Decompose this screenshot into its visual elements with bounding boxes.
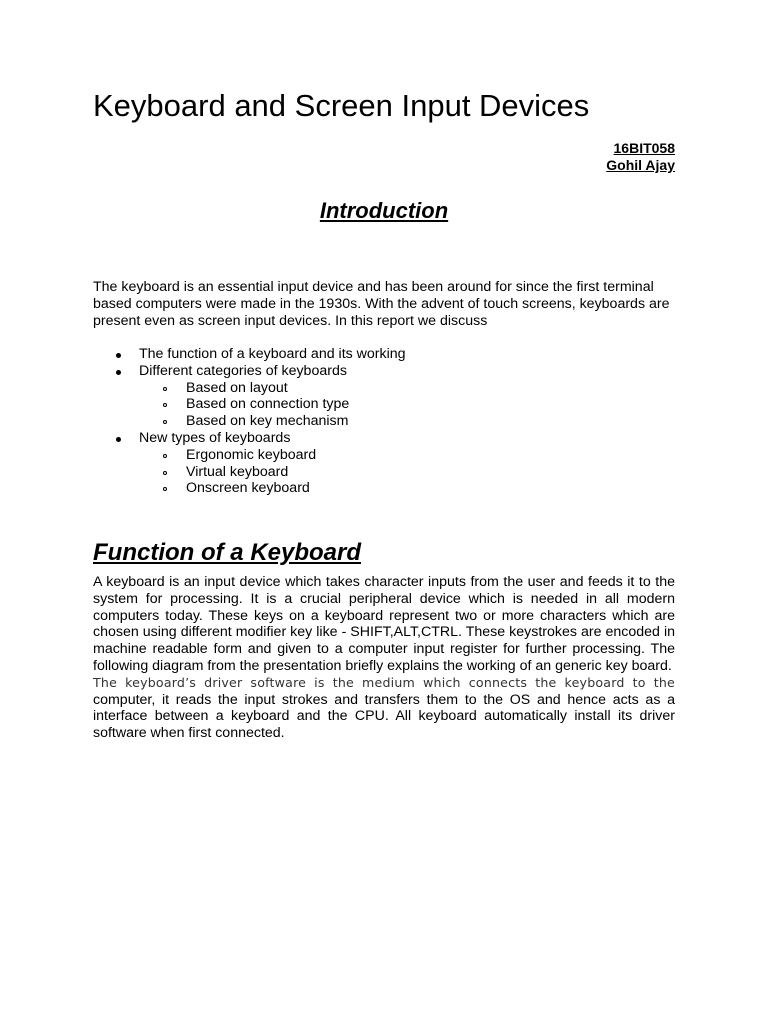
bullet-icon: [116, 353, 121, 358]
list-item-text: Different categories of keyboards: [139, 362, 347, 379]
list-item: [93, 430, 675, 447]
driver-paragraph-lead: The keyboard’s driver software is the medium which connects the keyboard to the: [93, 674, 675, 690]
sub-list-item-text: Onscreen keyboard: [186, 480, 310, 497]
sub-list-item-text: Based on key mechanism: [186, 413, 349, 430]
sub-list-item: [93, 413, 675, 430]
hollow-bullet-icon: [163, 487, 167, 491]
sub-list-item: [93, 480, 675, 497]
sub-list-item: [93, 396, 675, 413]
function-body: [93, 574, 675, 742]
sub-list-item-text: Ergonomic keyboard: [186, 446, 317, 463]
hollow-bullet-icon: [163, 454, 167, 458]
list-item: [93, 363, 675, 380]
document-title: Keyboard and Screen Input Devices: [93, 88, 590, 123]
hollow-bullet-icon: [163, 420, 167, 424]
function-heading: Function of a Keyboard: [93, 539, 362, 566]
hollow-bullet-icon: [163, 403, 167, 407]
list-item: [93, 346, 675, 363]
sub-list-item: [93, 380, 675, 397]
sub-list-item-text: Based on layout: [186, 379, 288, 396]
hollow-bullet-icon: [163, 387, 167, 391]
bullet-icon: [116, 437, 121, 442]
list-item-text: New types of keyboards: [139, 429, 291, 446]
author-name: Gohil Ajay: [606, 157, 675, 173]
sub-list-item-text: Virtual keyboard: [186, 463, 289, 480]
driver-paragraph-rest: computer, it reads the input strokes and transfers them to the OS and hence acts as a interface between a keyboard and the CPU. All keyboard automatically install its driver software when first connected.: [93, 691, 675, 742]
sub-list-item-text: Based on connection type: [186, 396, 350, 413]
introduction-paragraph: The keyboard is an essential input device and has been around for since the first terminal based computers were made in the 1930s. With the advent of touch screens, keyboards are present even as screen input devices. In this report we discuss: [93, 279, 670, 329]
bullet-icon: [116, 370, 121, 375]
list-item-text: The function of a keyboard and its working: [139, 346, 406, 362]
sub-list-item: [93, 464, 675, 481]
driver-paragraph: [93, 675, 675, 742]
introduction-heading: Introduction: [319, 198, 449, 223]
hollow-bullet-icon: [163, 471, 167, 475]
function-paragraph: A keyboard is an input device which takes character inputs from the user and feeds it to the system for processing. It is a crucial peripheral device which is needed in all modern computers today. These keys on a keyboard represent two or more characters which are chosen using different modifier key like - SHIFT,ALT,CTRL. These keystrokes are encoded in machine readable form and given to a computer input register for further processing. The following diagram from the presentation briefly explains the working of an generic key board.: [93, 574, 675, 674]
topics-list: [93, 346, 675, 497]
author-block: [606, 140, 675, 174]
author-id: 16BIT058: [613, 140, 675, 156]
sub-list-item: [93, 447, 675, 464]
